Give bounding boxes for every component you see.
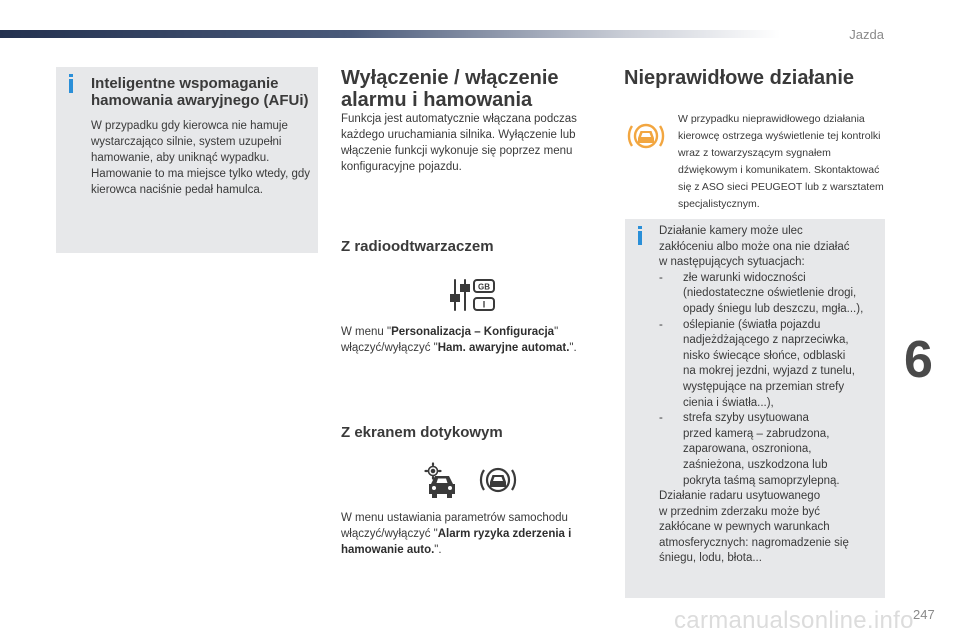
section-title-alarm: Wyłączenie / włączenie alarmu i hamowania (341, 67, 559, 111)
touchscreen-instructions: W menu ustawiania parametrów samochodu włączyć/wyłączyć "Alarm ryzyka zderzenia i hamowanie auto.". (341, 512, 572, 556)
radio-heading: Z radioodtwarzaczem (341, 238, 494, 255)
alarm-intro-text: Funkcja jest automatycznie włączana podczas każdego uruchamiania silnika. Wyłączenie lub włączenie funkcji wykonuje się poprzez menu konfiguracyjne pojazdu. (341, 113, 577, 173)
afui-title: Inteligentne wspomaganie hamowania awaryjnego (AFUi) (91, 75, 309, 109)
afui-text: W przypadku gdy kierowca nie hamuje wystarczająco silnie, system uzupełni hamowanie, aby uniknąć wypadku. Hamowanie to ma miejsce tylko wtedy, gdy kierowca naciśnie pedał hamulca. (91, 120, 311, 196)
list-item: - strefa szyby usytuowana (659, 412, 809, 425)
svg-text:I: I (482, 299, 486, 310)
chapter-title: Jazda (849, 27, 884, 42)
camera-radar-info-box (625, 219, 885, 598)
car-settings-icon (422, 462, 460, 500)
header-bar (0, 30, 780, 38)
page-number: 247 (913, 607, 935, 622)
radio-option-name: Ham. awaryjne automat. (437, 342, 570, 354)
brake-warning-icon (626, 118, 666, 154)
list-item: - oślepianie (światła pojazdu (659, 318, 821, 331)
section-title-malfunction: Nieprawidłowe działanie (624, 67, 855, 89)
info-icon (638, 231, 642, 245)
list-item: - złe warunki widoczności (659, 271, 806, 284)
touch-option-name: Alarm ryzyka zderzenia i hamowanie auto. (341, 528, 572, 556)
radio-menu-name: Personalizacja – Konfiguracja (391, 326, 555, 338)
radio-instructions: W menu "Personalizacja – Konfiguracja" włączyć/wyłączyć "Ham. awaryjne automat.". (341, 326, 577, 354)
touchscreen-heading: Z ekranem dotykowym (341, 424, 503, 441)
afui-info-box (56, 67, 318, 253)
settings-sliders-gb-icon (448, 277, 498, 313)
malfunction-warning-text: W przypadku nieprawidłowego działania kierowcę ostrzega wyświetlenie tej kontrolki wraz z towarzyszącym sygnałem dźwiękowym i komunikatem. Skontaktować się z ASO sieci PEUGEOT lub z warsztatem specjalistycznym. (678, 113, 884, 210)
svg-text:GB: GB (478, 282, 490, 292)
info-icon (69, 79, 73, 93)
chapter-tab-number: 6 (904, 331, 933, 389)
camera-radar-info-text: Działanie kamery może ulec zakłóceniu albo może ona nie działać w następujących sytuacjach: - złe warunki widoczności (niedostateczne oświetlenie drogi, opady śniegu lub deszczu, mgła...), - oślepianie (światła pojazdu nadjeżdżającego z naprzeciwka, nisko świecące słońce, odblaski na mokrej jezdni, wyjazd z tunelu, występujące na przemian strefy cienia i światła...), - strefa szyby usytuowana przed kamerą – zabrudzona, zaparowana, oszroniona, zaśnieżona, uszkodzona lub pokryta taśmą samoprzylepną. Działanie radaru usytuowanego w przednim zderzaku może być zakłócane w pewnych warunkach atmosferycznych: nagromadzenie się śniegu, lodu, błota... (659, 224, 881, 567)
brake-warning-icon-dark (478, 462, 518, 498)
watermark: carmanualsonline.info (674, 607, 914, 634)
